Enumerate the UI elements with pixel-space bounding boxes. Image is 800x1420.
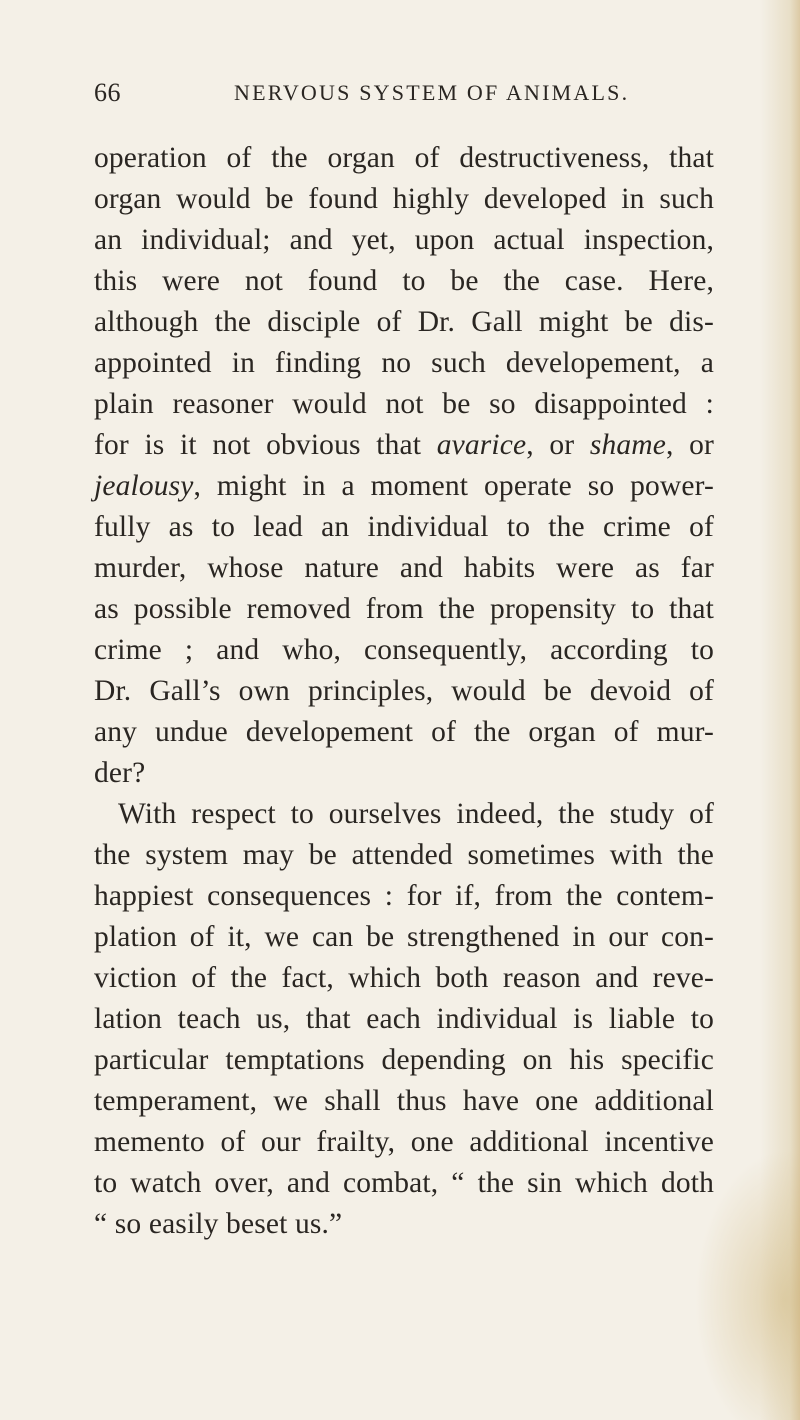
- text-line: particular temptations depending on his specific: [94, 1044, 714, 1076]
- text-run: , or: [526, 429, 590, 461]
- page-number: 66: [94, 78, 121, 107]
- text-line: Dr. Gall’s own principles, would be devoid of: [94, 675, 714, 707]
- text-run: , might in a moment operate so power-: [193, 470, 714, 502]
- text-line: plain reasoner would not be so disappointed :: [94, 388, 714, 420]
- text-line: viction of the fact, which both reason and reve-: [94, 962, 714, 994]
- text-line: any undue developement of the organ of mur-: [94, 716, 714, 748]
- text-line: an individual; and yet, upon actual inspection,: [94, 224, 714, 256]
- text-line: as possible removed from the propensity to that: [94, 593, 714, 625]
- text-run: , or: [665, 429, 715, 461]
- text-line: happiest consequences : for if, from the contem-: [94, 880, 714, 912]
- italic-word: jealousy: [94, 470, 194, 502]
- italic-word: avarice: [436, 429, 527, 461]
- text-line: murder, whose nature and habits were as far: [94, 552, 714, 584]
- text-line: With respect to ourselves indeed, the study of: [118, 798, 714, 830]
- text-line: although the disciple of Dr. Gall might be dis-: [94, 306, 714, 338]
- text-line: appointed in finding no such developement, a: [94, 347, 714, 379]
- text-line: [94, 425, 714, 466]
- text-line: lation teach us, that each individual is liable to: [94, 1003, 714, 1035]
- italic-word: shame: [589, 429, 666, 461]
- text-line: der?: [94, 757, 146, 789]
- text-line: the system may be attended sometimes with the: [94, 839, 714, 871]
- text-line: [94, 466, 714, 507]
- text-line: crime ; and who, consequently, according to: [94, 634, 714, 666]
- text-line: organ would be found highly developed in such: [94, 183, 714, 215]
- body-text: [94, 138, 714, 1245]
- text-line: memento of our frailty, one additional incentive: [94, 1126, 714, 1158]
- text-line: temperament, we shall thus have one additional: [94, 1085, 714, 1117]
- text-line: “ so easily beset us.”: [94, 1208, 343, 1240]
- text-line: plation of it, we can be strengthened in our con-: [94, 921, 714, 953]
- text-line: fully as to lead an individual to the crime of: [94, 511, 714, 543]
- text-line: operation of the organ of destructiveness, that: [94, 142, 714, 174]
- text-line: this were not found to be the case. Here,: [94, 265, 714, 297]
- running-head: [94, 78, 704, 110]
- running-title: NERVOUS SYSTEM OF ANIMALS.: [234, 80, 630, 105]
- text-line: to watch over, and combat, “ the sin which doth: [94, 1167, 714, 1199]
- text-run: for is it not obvious that: [94, 429, 437, 461]
